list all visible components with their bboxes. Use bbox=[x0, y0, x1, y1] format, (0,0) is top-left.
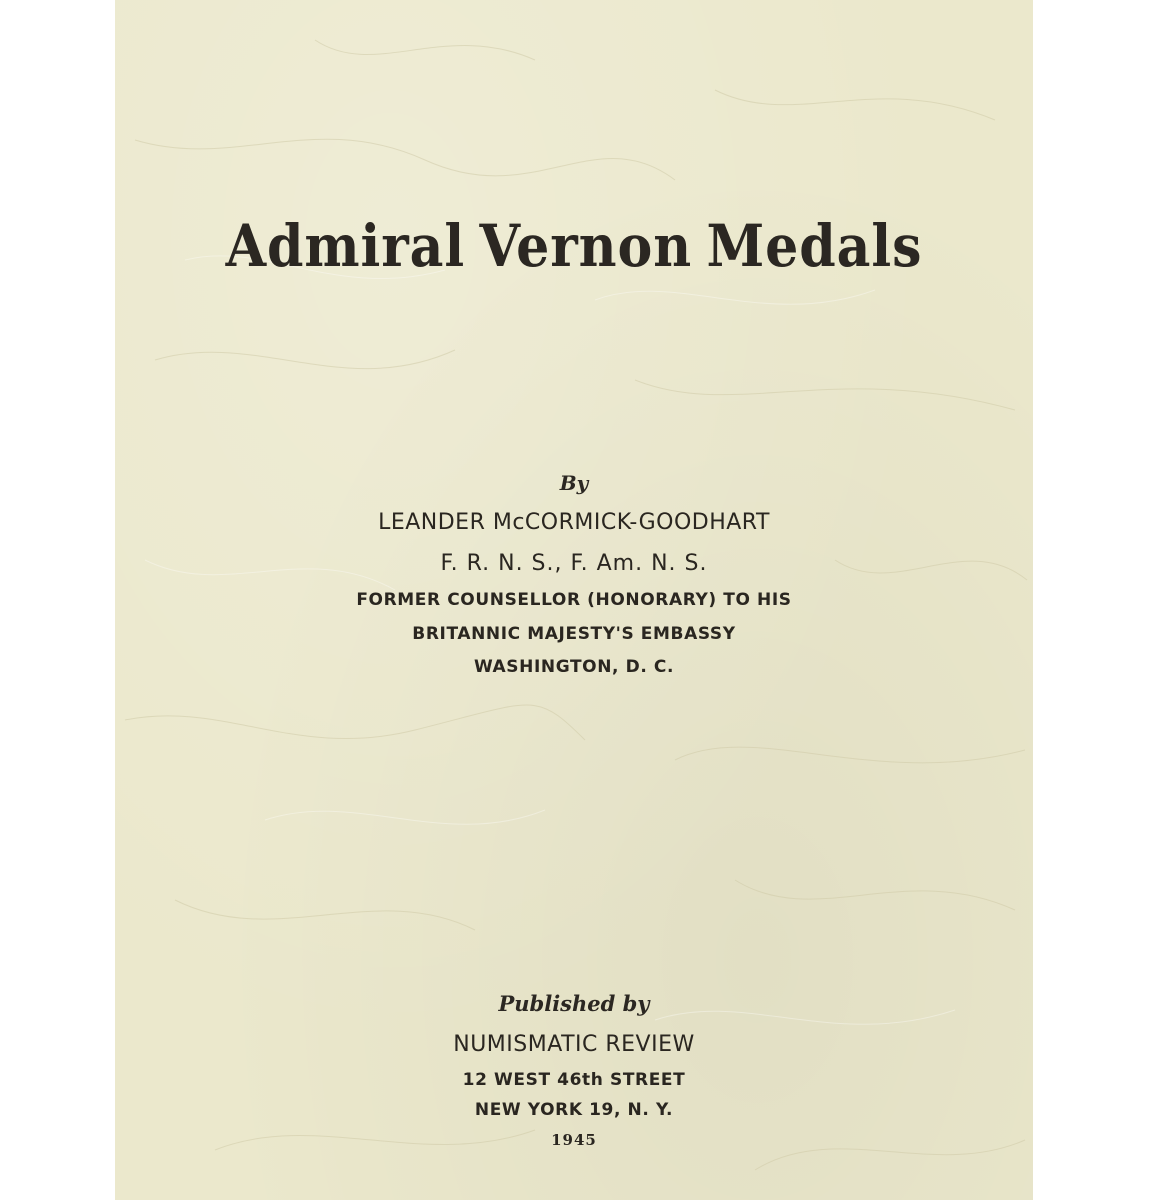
publisher-name: NUMISMATIC REVIEW bbox=[453, 1032, 695, 1057]
author-credentials: F. R. N. S., F. Am. N. S. bbox=[440, 551, 708, 576]
publisher-address-line-2: NEW YORK 19, N. Y. bbox=[474, 1100, 674, 1120]
published-by-label: Published by bbox=[498, 991, 650, 1016]
author-role-line-3: WASHINGTON, D. C. bbox=[473, 657, 675, 677]
book-title bbox=[161, 212, 987, 280]
publication-year: 1945 bbox=[551, 1131, 597, 1149]
author-name: LEANDER McCORMICK-GOODHART bbox=[378, 510, 770, 535]
title-word-vernon: Vernon bbox=[479, 212, 693, 280]
title-word-admiral: Admiral bbox=[225, 212, 466, 280]
author-role-line-2: BRITANNIC MAJESTY'S EMBASSY bbox=[412, 624, 736, 644]
author-role-line-1: FORMER COUNSELLOR (HONORARY) TO HIS bbox=[356, 590, 792, 610]
book-cover bbox=[115, 0, 1033, 1200]
by-label: By bbox=[559, 471, 589, 495]
publisher-address-line-1: 12 WEST 46th STREET bbox=[462, 1070, 686, 1090]
title-word-medals: Medals bbox=[706, 212, 923, 280]
